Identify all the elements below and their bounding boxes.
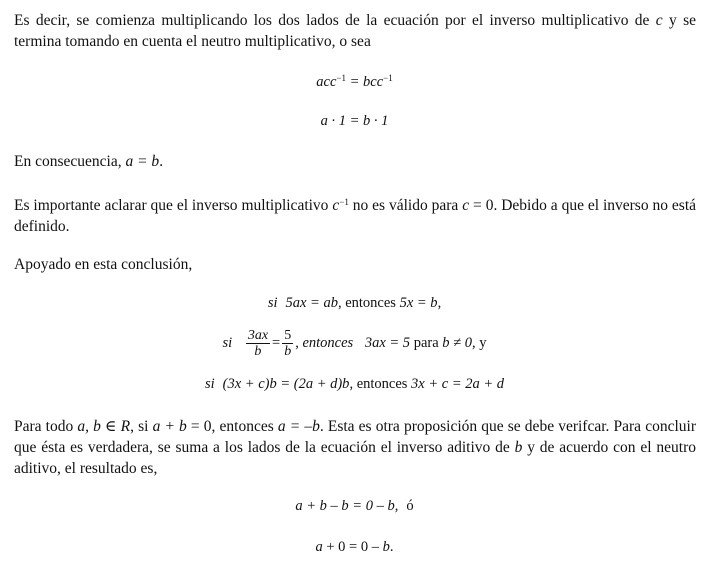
paragraph-consequence: En consecuencia, a = b.	[14, 153, 164, 170]
equation-5ax: si 5ax = ab, entonces 5x = b,	[267, 295, 442, 311]
paragraph-inverse-not-valid: Es importante aclarar que el inverso multiplicativo $c^{-1}$ no es válido para c = 0. Debido a que el inverso no está definido.	[14, 197, 697, 235]
paragraph-additive-inverse: Para todo a, b ∈ R, si a + b = 0, entonces a = –b. Esta es otra proposición que se debe verifcar. Para concluir que ésta es verdadera, se suma a los lados de la ecuación el inverso aditivo de b y de acuerdo con el neutro aditivo, el resultado es,	[14, 418, 697, 477]
paragraph-supported: Apoyado en esta conclusión,	[14, 256, 193, 273]
equation-a-times-one: a · 1 = b · 1	[320, 113, 389, 129]
fraction-3ax-over-b: $\frac{3ax}{b}$	[247, 328, 269, 359]
equation-a-plus-zero: a + 0 = 0 – b.	[315, 539, 394, 555]
equation-3x-plus-c: si (3x + c)b = (2a + d)b, entonces 3x + c = 2a + d	[204, 376, 505, 392]
fraction-5-over-b: $\frac{5}{b}$	[284, 328, 292, 359]
equation-acc-bcc: acc$^{-1}$ = bcc$^{-1}$	[316, 73, 393, 90]
paragraph-multiplicative-inverse: Es decir, se comienza multiplicando los dos lados de la ecuación por el inverso multiplicativo de c y se termina tomando en cuenta el neutro multiplicativo, o sea	[14, 12, 697, 50]
equation-fraction: si $\frac{3ax}{b}$ = $\frac{5}{b}$ , entonces 3ax = 5 para b ≠ 0, y	[222, 328, 487, 359]
equation-a-plus-b-minus-b: a + b – b = 0 – b, ó	[295, 498, 414, 514]
